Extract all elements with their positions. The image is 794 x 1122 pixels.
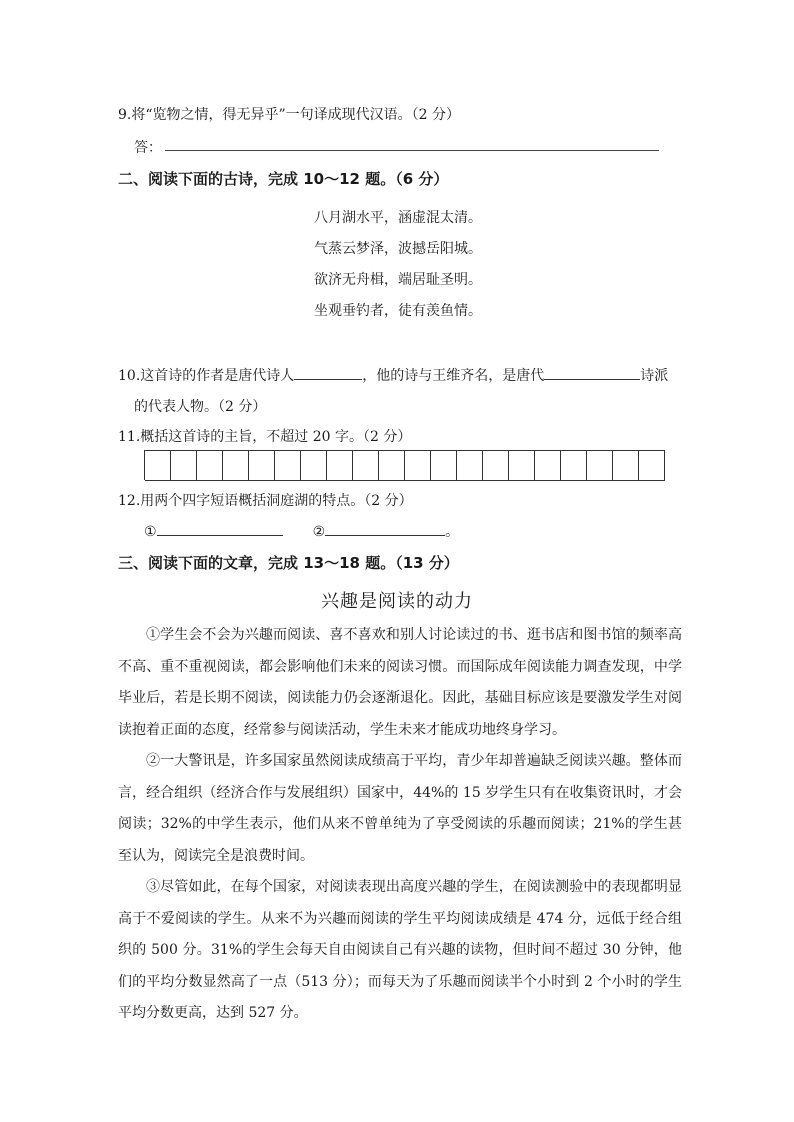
blank-1-line[interactable] bbox=[157, 521, 283, 536]
answer-grid-cell[interactable] bbox=[457, 450, 483, 481]
blank-2-line[interactable] bbox=[325, 521, 445, 536]
answer-grid-cell[interactable] bbox=[327, 450, 353, 481]
article-paragraph-2: ②一大警讯是，许多国家虽然阅读成绩高于平均，青少年却普遍缺乏阅读兴趣。整体而言，经合组织（经济合作与发展组织）国家中，44%的 15 岁学生只有在收集资讯时，才会阅读；32%的中学生表示，他们从来不曾单纯为了享受阅读的乐趣而阅读；21%的学生甚至认为，阅读完全是浪费时间。 bbox=[118, 753, 682, 864]
poem-line: 气蒸云梦泽，波撼岳阳城。 bbox=[314, 241, 482, 257]
article-title: 兴趣是阅读的动力 bbox=[321, 591, 473, 612]
question-10-part1: 10.这首诗的作者是唐代诗人 bbox=[118, 368, 295, 384]
answer-grid-cell[interactable] bbox=[587, 450, 613, 481]
answer-grid-cell[interactable] bbox=[353, 450, 379, 481]
question-10-part2: ，他的诗与王维齐名，是唐代 bbox=[362, 368, 545, 384]
answer-grid-cell[interactable] bbox=[171, 450, 197, 481]
blank-1-marker: ① bbox=[144, 524, 157, 540]
answer-grid-cell[interactable] bbox=[145, 450, 171, 481]
section-2-heading: 二、阅读下面的古诗，完成 10～12 题。（6 分） bbox=[118, 170, 449, 188]
question-12-text: 12.用两个四字短语概括洞庭湖的特点。（2 分） bbox=[118, 493, 413, 509]
answer-grid-cell[interactable] bbox=[379, 450, 405, 481]
poem-line: 八月湖水平，涵虚混太清。 bbox=[314, 210, 482, 226]
poem-line: 欲济无舟楫，端居耻圣明。 bbox=[314, 272, 482, 288]
answer-grid-cell[interactable] bbox=[483, 450, 509, 481]
end-mark: 。 bbox=[445, 524, 460, 540]
question-11-text: 11.概括这首诗的主旨，不超过 20 字。（2 分） bbox=[118, 429, 412, 445]
answer-line[interactable] bbox=[165, 150, 659, 151]
answer-grid-cell[interactable] bbox=[509, 450, 535, 481]
answer-grid-cell[interactable] bbox=[431, 450, 457, 481]
answer-grid-cell[interactable] bbox=[535, 450, 561, 481]
answer-grid-cell[interactable] bbox=[301, 450, 327, 481]
answer-grid-cell[interactable] bbox=[197, 450, 223, 481]
question-10-line2: 的代表人物。（2 分） bbox=[134, 399, 267, 415]
question-10-text bbox=[118, 365, 668, 385]
answer-grid-cell[interactable] bbox=[405, 450, 431, 481]
question-10-part3: 诗派 bbox=[640, 368, 669, 384]
section-3-heading: 三、阅读下面的文章，完成 13～18 题。（13 分） bbox=[118, 554, 459, 572]
article-paragraph-1: ①学生会不会为兴趣而阅读、喜不喜欢和别人讨论读过的书、逛书店和图书馆的频率高不高、重不重视阅读，都会影响他们未来的阅读习惯。而国际成年阅读能力调查发现，中学毕业后，若是长期不阅读，阅读能力仍会逐渐退化。因此，基础目标应该是要激发学生对阅读抱着正面的态度，经常参与阅读活动，学生未来才能成功地终身学习。 bbox=[118, 627, 682, 738]
answer-grid-cell[interactable] bbox=[275, 450, 301, 481]
answer-grid-cell[interactable] bbox=[639, 450, 665, 481]
answer-grid bbox=[144, 450, 665, 480]
answer-label: 答： bbox=[134, 140, 162, 156]
answer-grid-cell[interactable] bbox=[561, 450, 587, 481]
question-9-text: 9.将“览物之情，得无异乎”一句译成现代汉语。（2 分） bbox=[118, 107, 461, 123]
poet-name-blank[interactable] bbox=[294, 365, 362, 380]
article-paragraph-3: ③尽管如此，在每个国家，对阅读表现出高度兴趣的学生，在阅读测验中的表现都明显高于不爱阅读的学生。从来不为兴趣而阅读的学生平均阅读成绩是 474 分，远低于经合组织的 500 分。31%的学生会每天自由阅读自己有兴趣的读物，但时间不超过 30 分钟，他们的平均分数显然高了一点（513 分）；而每天为了乐趣而阅读半个小时到 2 个小时的学生平均分数更高，达到 527 分。 bbox=[118, 879, 682, 1021]
poetry-school-blank[interactable] bbox=[544, 365, 640, 380]
poem-line: 坐观垂钓者，徒有羡鱼情。 bbox=[314, 303, 482, 319]
question-12-blanks bbox=[144, 521, 459, 541]
answer-grid-cell[interactable] bbox=[613, 450, 639, 481]
answer-grid-cell[interactable] bbox=[223, 450, 249, 481]
answer-grid-cell[interactable] bbox=[249, 450, 275, 481]
blank-2-marker: ② bbox=[312, 524, 326, 540]
